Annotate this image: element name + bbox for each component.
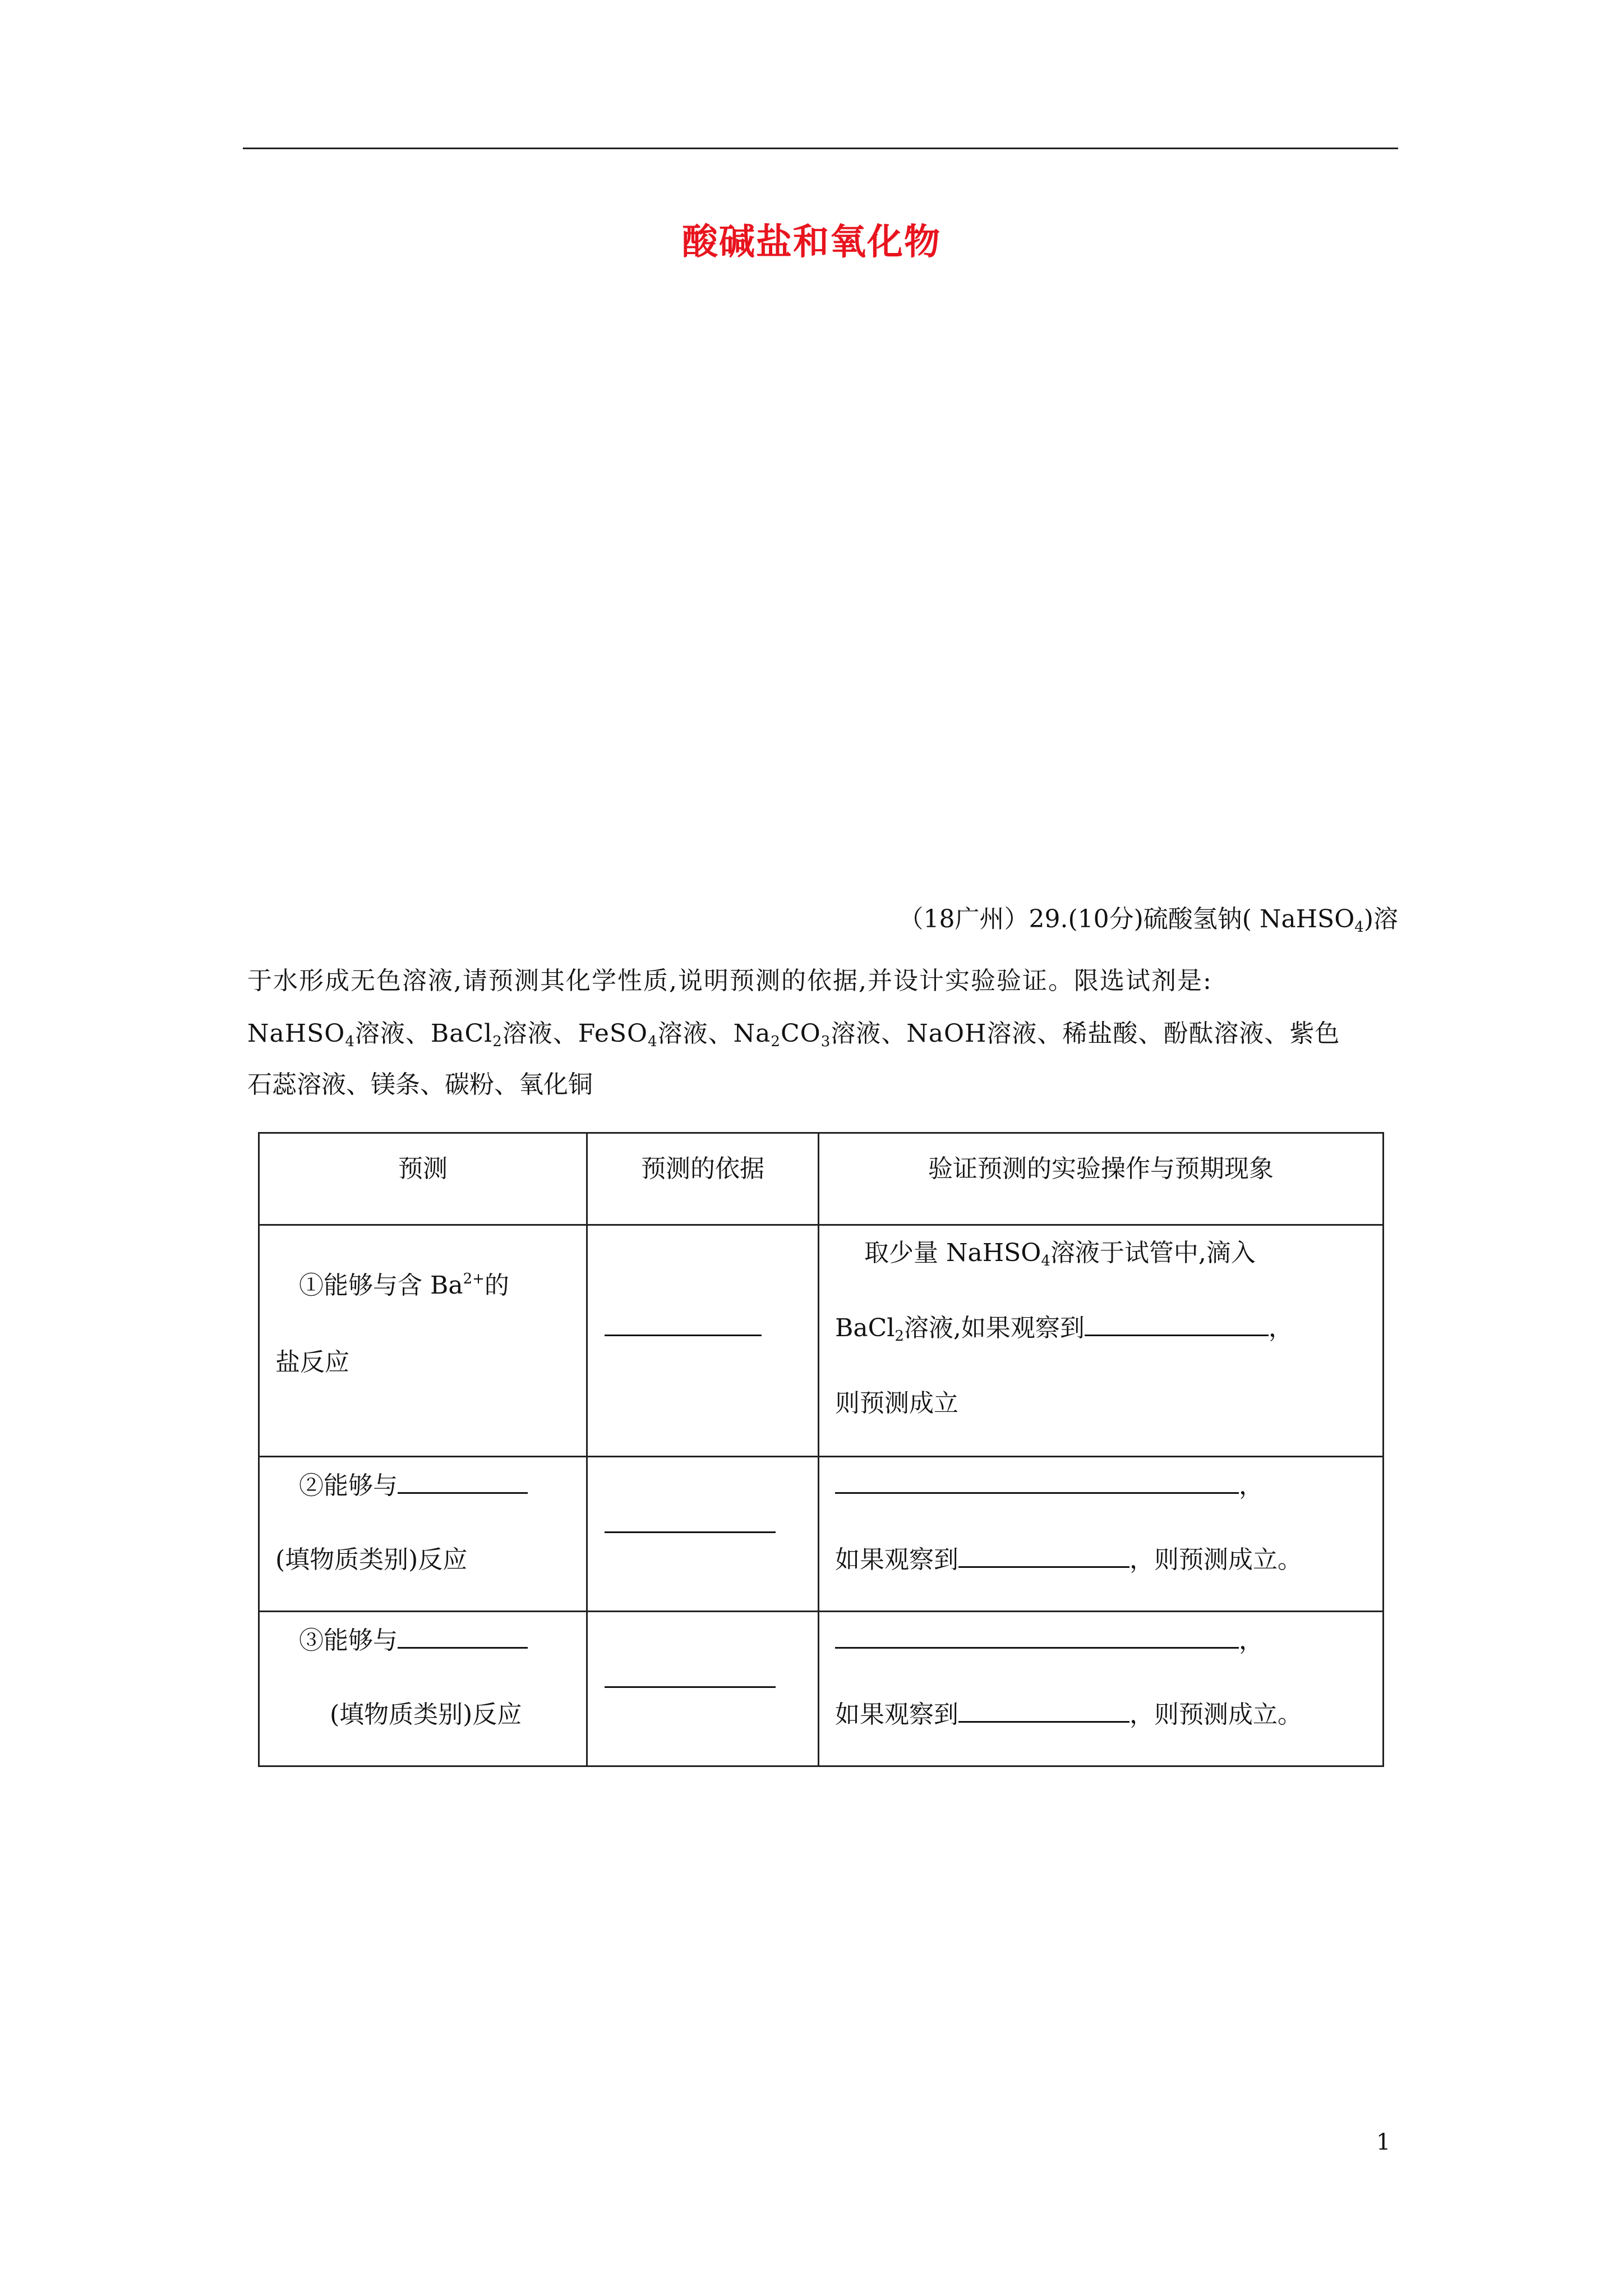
prediction-text bbox=[299, 1265, 509, 1301]
formula-sub: 2 bbox=[895, 1328, 904, 1345]
answer-blank[interactable] bbox=[398, 1625, 528, 1649]
operation-part: ， bbox=[1239, 1471, 1264, 1500]
answer-blank[interactable] bbox=[835, 1470, 1239, 1494]
prediction-part: ①能够与含 Ba bbox=[299, 1271, 463, 1300]
operation-text bbox=[835, 1694, 1302, 1730]
reagent-sub: 3 bbox=[820, 1033, 831, 1050]
reagent-sub: 2 bbox=[771, 1033, 781, 1050]
operation-text bbox=[835, 1465, 1264, 1501]
reagent-text: 溶液、NaOH溶液、稀盐酸、酚酞溶液、紫色 bbox=[831, 1019, 1340, 1048]
prediction-cell bbox=[259, 1225, 587, 1457]
answer-blank[interactable] bbox=[1085, 1312, 1269, 1336]
operation-text bbox=[835, 1539, 1302, 1575]
table-row bbox=[259, 1457, 1384, 1612]
header-verification: 验证预测的实验操作与预期现象 bbox=[819, 1133, 1384, 1225]
prediction-part: ②能够与 bbox=[299, 1471, 398, 1500]
operation-part: 如果观察到 bbox=[835, 1700, 958, 1729]
operation-part: 取少量 NaHSO bbox=[864, 1239, 1041, 1267]
reagent-text: NaHSO bbox=[247, 1019, 345, 1048]
basis-cell bbox=[587, 1457, 819, 1612]
basis-cell bbox=[587, 1612, 819, 1766]
question-line-3: 石蕊溶液、镁条、碳粉、氧化铜 bbox=[247, 1070, 593, 1099]
header-basis: 预测的依据 bbox=[587, 1133, 819, 1225]
prediction-text: (填物质类别)反应 bbox=[330, 1700, 522, 1729]
answer-table bbox=[258, 1132, 1384, 1767]
question-heading-text: （18广州）29.(10分)硫酸氢钠( NaHSO bbox=[898, 905, 1355, 933]
answer-blank[interactable] bbox=[958, 1699, 1129, 1723]
answer-blank[interactable] bbox=[835, 1625, 1239, 1649]
question-heading-tail: )溶 bbox=[1363, 905, 1398, 933]
reagent-text: 溶液、FeSO bbox=[502, 1019, 648, 1048]
charge-superscript: 2+ bbox=[463, 1271, 485, 1287]
table-row bbox=[259, 1225, 1384, 1457]
verification-cell bbox=[819, 1225, 1384, 1457]
question-line-2 bbox=[247, 1013, 1340, 1049]
table-header-row bbox=[259, 1133, 1384, 1225]
reagent-text: CO bbox=[780, 1019, 821, 1048]
operation-text: 则预测成立 bbox=[835, 1389, 958, 1418]
answer-blank[interactable] bbox=[958, 1544, 1129, 1568]
answer-blank[interactable] bbox=[605, 1531, 776, 1533]
prediction-cell bbox=[259, 1457, 587, 1612]
answer-blank[interactable] bbox=[605, 1686, 776, 1688]
operation-part: 溶液于试管中,滴入 bbox=[1050, 1239, 1256, 1267]
basis-cell bbox=[587, 1225, 819, 1457]
reagent-text: 溶液、Na bbox=[657, 1019, 771, 1048]
prediction-part: ③能够与 bbox=[299, 1626, 398, 1655]
operation-text bbox=[835, 1620, 1264, 1656]
reagent-sub: 2 bbox=[492, 1033, 502, 1050]
operation-part: 如果观察到 bbox=[835, 1545, 958, 1574]
prediction-text: (填物质类别)反应 bbox=[275, 1545, 468, 1574]
answer-blank[interactable] bbox=[398, 1470, 528, 1494]
question-heading-sub: 4 bbox=[1354, 919, 1364, 936]
question-heading bbox=[899, 899, 1398, 935]
table-row bbox=[259, 1612, 1384, 1766]
operation-part: ，则预测成立。 bbox=[1129, 1700, 1302, 1729]
prediction-cell bbox=[259, 1612, 587, 1766]
operation-part: BaCl bbox=[835, 1314, 895, 1342]
verification-cell bbox=[819, 1612, 1384, 1766]
operation-part: 溶液,如果观察到 bbox=[903, 1314, 1085, 1342]
question-line-1: 于水形成无色溶液,请预测其化学性质,说明预测的依据,并设计实验验证。限选试剂是: bbox=[247, 967, 1212, 995]
prediction-text bbox=[299, 1465, 528, 1501]
prediction-part: 的 bbox=[484, 1271, 509, 1300]
reagent-text: 溶液、BaCl bbox=[354, 1019, 493, 1048]
page-number: 1 bbox=[1376, 2129, 1391, 2155]
operation-text bbox=[835, 1308, 1293, 1343]
header-rule bbox=[243, 148, 1398, 149]
prediction-text bbox=[299, 1620, 528, 1656]
operation-part: ，则预测成立。 bbox=[1129, 1545, 1302, 1574]
formula-sub: 4 bbox=[1041, 1253, 1050, 1269]
answer-blank[interactable] bbox=[605, 1335, 762, 1336]
operation-part: ， bbox=[1268, 1314, 1293, 1342]
header-prediction: 预测 bbox=[259, 1133, 587, 1225]
verification-cell bbox=[819, 1457, 1384, 1612]
reagent-sub: 4 bbox=[648, 1033, 658, 1050]
operation-part: ， bbox=[1239, 1626, 1264, 1655]
reagent-sub: 4 bbox=[345, 1033, 355, 1050]
page-title: 酸碱盐和氧化物 bbox=[682, 221, 941, 263]
prediction-text: 盐反应 bbox=[275, 1348, 349, 1377]
operation-text bbox=[864, 1232, 1256, 1268]
